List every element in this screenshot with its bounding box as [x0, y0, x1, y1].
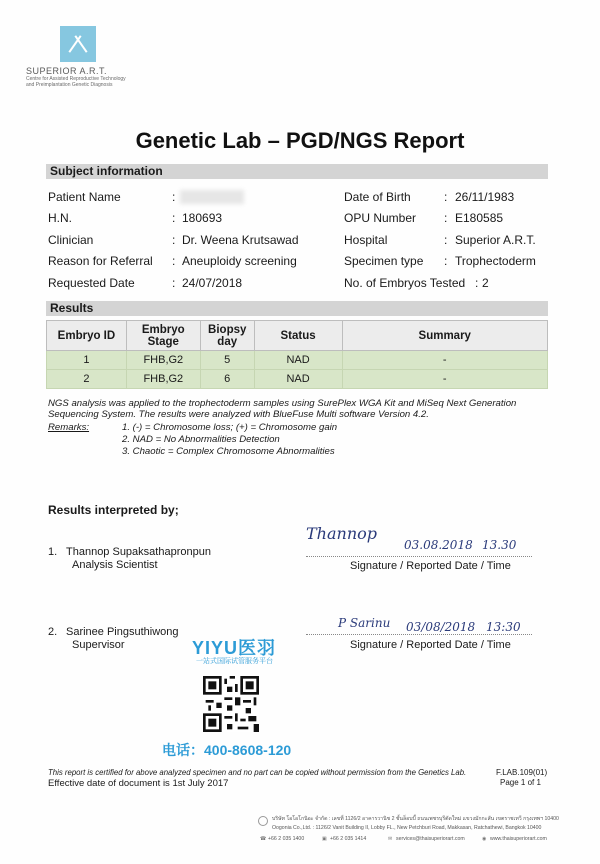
field-colon: :	[444, 190, 448, 204]
column-header: Summary	[342, 321, 548, 351]
specimen-value: Trophectoderm	[455, 254, 536, 268]
field-colon: :	[172, 254, 176, 268]
field-label: H.N.	[48, 211, 72, 225]
logo-subtitle: and Preimplantation Genetic Diagnosis	[26, 82, 113, 88]
field-label: Hospital	[344, 233, 388, 247]
table-cell: FHB,G2	[126, 351, 200, 370]
field-label: Specimen type	[344, 254, 424, 268]
ngs-method-note: NGS analysis was applied to the trophectoderm samples using SurePlex WGA Kit and MiSeq Next Generation Sequencing System. The results were analyzed with BlueFuse Multi software Version 4.2.	[48, 398, 517, 420]
report-title: Genetic Lab – PGD/NGS Report	[135, 128, 465, 153]
table-cell: -	[342, 351, 548, 370]
table-cell: NAD	[254, 370, 342, 389]
watermark-phone: 电话：400-8608-120	[162, 742, 292, 758]
requested-date-value: 24/07/2018	[182, 276, 243, 290]
form-code: F.LAB.109(01)	[496, 768, 548, 777]
field-colon: :	[444, 233, 448, 247]
handwritten-date: 03/08/2018	[406, 620, 476, 634]
table-cell: -	[342, 370, 548, 389]
certification-note: This report is certified for above analyzed specimen and no part can be copied without permission from the Genetics Lab.	[48, 768, 467, 777]
footer-web[interactable]: www.thaisuperiorart.com	[490, 836, 547, 842]
watermark-tagline: 一站式国际试管服务平台	[196, 658, 273, 665]
table-cell: FHB,G2	[126, 370, 200, 389]
remark-item: 2. NAD = No Abnormalities Detection	[122, 434, 280, 445]
field-colon: :	[475, 276, 479, 290]
signer-name: Thannop Supaksathapronpun	[66, 546, 211, 558]
signer-role: Supervisor	[72, 639, 125, 651]
field-label: Clinician	[48, 233, 94, 247]
watermark-brand: YIYU医羽	[192, 638, 277, 658]
table-cell: 1	[47, 351, 127, 370]
results-section-header: Results	[46, 301, 548, 316]
hn-value: 180693	[182, 211, 223, 225]
interpreted-heading: Results interpreted by;	[48, 503, 179, 517]
remark-item: 1. (-) = Chromosome loss; (+) = Chromosome gain	[122, 422, 338, 433]
hospital-value: Superior A.R.T.	[455, 233, 536, 247]
email-icon: ✉	[388, 836, 393, 842]
remarks-label: Remarks:	[48, 422, 90, 433]
table-row	[47, 370, 548, 389]
logo-subtitle: Centre for Assisted Reproductive Technology	[26, 76, 126, 82]
handwritten-date: 03.08.2018	[404, 538, 473, 552]
table-cell: NAD	[254, 351, 342, 370]
field-label: OPU Number	[344, 211, 417, 225]
effective-date: Effective date of document is 1st July 2017	[48, 778, 229, 789]
opu-value: E180585	[455, 211, 504, 225]
handwritten-time: 13.30	[482, 538, 517, 552]
redacted-patient-name	[180, 190, 244, 204]
field-label: No. of Embryos Tested	[344, 276, 466, 290]
subject-section-header: Subject information	[46, 164, 548, 179]
footer-en-address: Oogonia Co.,Ltd. : 1126/2 Vanit Building II, Lobby FL., New Petchburi Road, Makkasan, Ratchathewi, Bangkok 10400	[272, 825, 542, 831]
footer-email[interactable]: services@thaisuperiorart.com	[396, 836, 465, 842]
field-colon: :	[172, 233, 176, 247]
remark-item: 3. Chaotic = Complex Chromosome Abnormalities	[122, 446, 335, 457]
clinician-value: Dr. Weena Krutsawad	[182, 233, 299, 247]
signature-caption: Signature / Reported Date / Time	[350, 639, 511, 651]
handwritten-signature: P Sarinu	[338, 616, 391, 630]
table-cell: 5	[200, 351, 254, 370]
field-label: Patient Name	[48, 190, 121, 204]
handwritten-time: 13:30	[486, 620, 521, 634]
fax-icon: ▣	[322, 836, 327, 842]
logo-icon	[60, 26, 96, 62]
field-label: Date of Birth	[344, 190, 411, 204]
qr-code-icon[interactable]	[203, 676, 259, 732]
signer-name: Sarinee Pingsuthiwong	[66, 626, 179, 638]
column-header: Biopsy day	[200, 321, 254, 351]
field-colon: :	[444, 211, 448, 225]
signer-number: 2.	[48, 626, 58, 638]
field-label: Reason for Referral	[48, 254, 153, 268]
column-header: Embryo Stage	[126, 321, 200, 351]
signature-caption: Signature / Reported Date / Time	[350, 560, 511, 572]
table-cell: 6	[200, 370, 254, 389]
table-row	[47, 351, 548, 370]
logo-name: SUPERIOR A.R.T.	[26, 66, 108, 76]
handwritten-signature: Thannop	[306, 524, 377, 543]
column-header: Embryo ID	[47, 321, 127, 351]
signer-role: Analysis Scientist	[72, 559, 158, 571]
field-label: Requested Date	[48, 276, 135, 290]
dob-value: 26/11/1983	[455, 190, 515, 204]
embryos-tested-value: 2	[482, 276, 489, 290]
signature-line	[306, 634, 532, 635]
field-colon: :	[172, 190, 176, 204]
footer-tel: +66 2 035 1400	[268, 836, 305, 842]
table-header-row	[47, 321, 548, 351]
field-colon: :	[172, 276, 176, 290]
field-colon: :	[172, 211, 176, 225]
footer-fax: +66 2 035 1414	[330, 836, 367, 842]
phone-icon: ☎	[260, 836, 267, 842]
footer-thai-address: บริษัท โอโอโกนิอะ จำกัด : เลขที่ 1126/2 อาคารวานิช 2 ชั้นล็อบบี้ ถนนเพชรบุรีตัดใหม่ แขวงมักกะสัน เขตราชเทวี กรุงเทพฯ 10400	[272, 816, 559, 822]
referral-value: Aneuploidy screening	[182, 254, 297, 268]
field-colon: :	[444, 254, 448, 268]
results-table	[46, 320, 548, 389]
signature-line	[306, 556, 532, 557]
column-header: Status	[254, 321, 342, 351]
table-cell: 2	[47, 370, 127, 389]
web-icon: ◉	[482, 836, 487, 842]
page-number: Page 1 of 1	[500, 778, 541, 787]
company-logo-icon	[258, 816, 268, 826]
signer-number: 1.	[48, 546, 58, 558]
